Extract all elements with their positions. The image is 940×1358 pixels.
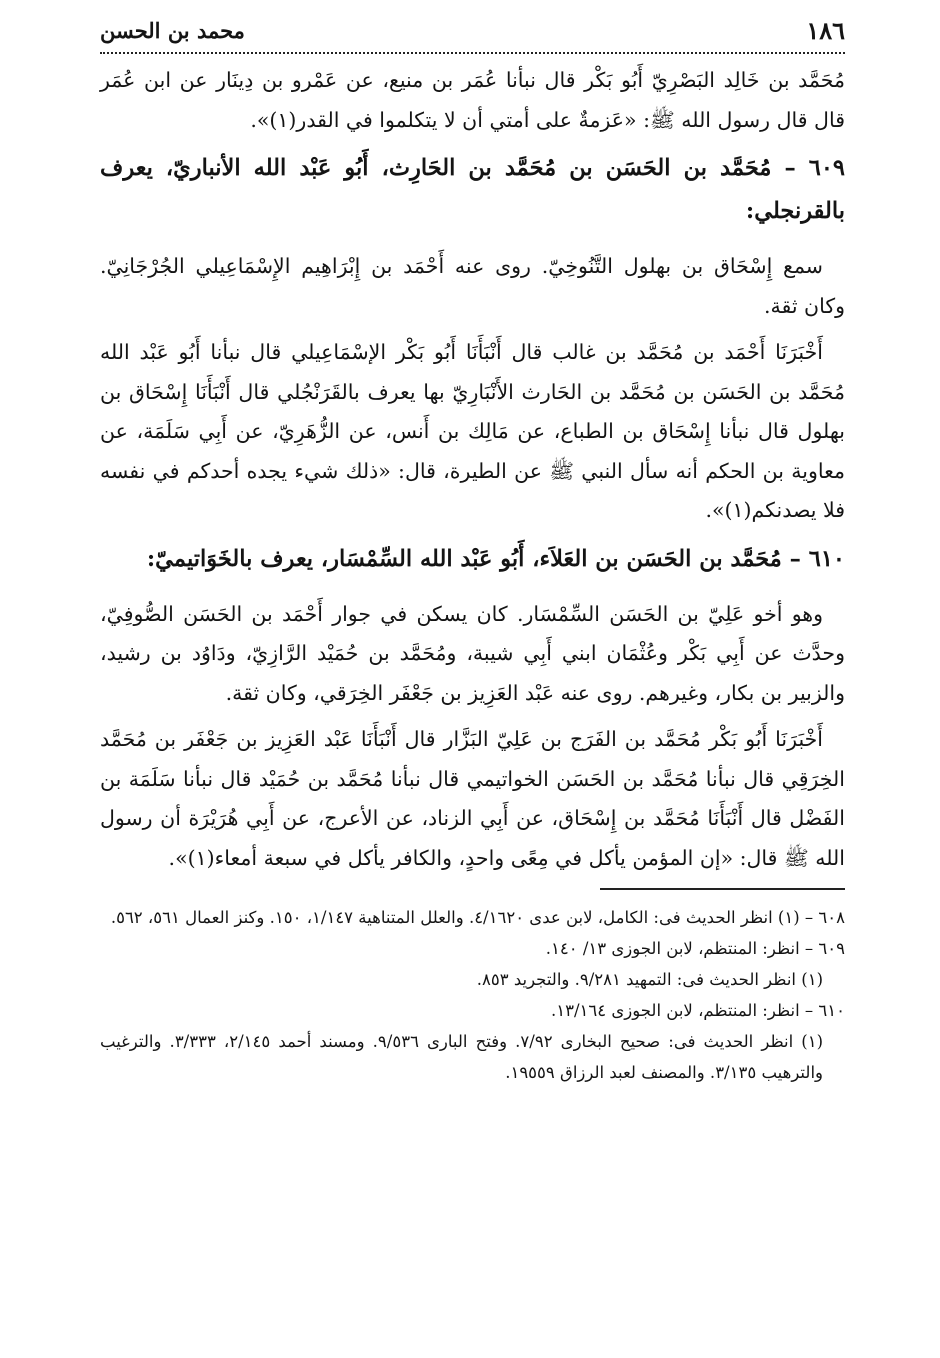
page-header xyxy=(100,16,845,54)
book-page xyxy=(100,16,845,1088)
page-number: ١٨٦ xyxy=(806,16,845,45)
entry-609-biography: سمع إِسْحَاق بن بهلول التَّنُوخِيّ. روى عنه أَحْمَد بن إِبْرَاهِيم الإِسْمَاعِيلي الجُرْجَانِيّ. وكان ثقة. xyxy=(100,254,845,318)
footnote-609-source: ٦٠٩ – انظر: المنتظم، لابن الجوزى ١٣/ ١٤٠. xyxy=(545,939,845,958)
footnote-609-hadith: (١) انظر الحديث فى: التمهيد ٩/٢٨١. والتجريد ٨٥٣. xyxy=(476,970,823,989)
entry-609-isnad: أَخْبَرَنَا أَحْمَد بن مُحَمَّد بن غالب قال أَنْبَأَنَا أَبُو بَكْر الإسْمَاعِيلي قال نبأنا أَبُو عَبْد الله مُحَمَّد بن الحَسَن بن مُحَمَّد بن الحَارث الأَنْبَارِيّ بها يعرف بالقَرَنْجُلي قال أَنْبَأَنَا إِسْحَاق بن بهلول قال نبأنا إِسْحَاق بن الطباع، عن مَالِك بن أَنس، عن الزُّهَرِيّ، عن أَبِي سَلَمَة، عن معاوية بن الحكم أنه سأل النبي ﷺ عن الطيرة، قال: «ذلك شيء يجده أحدكم في نفسه فلا يصدنكم(١)». xyxy=(100,340,845,522)
running-title: محمد بن الحسن xyxy=(100,18,245,43)
footnote-608: ٦٠٨ – (١) انظر الحديث فى: الكامل، لابن عدى ٤/١٦٢٠. والعلل المتناهية ١/١٤٧، ١٥٠. وكنز العمال ٥٦١، ٥٦٢. xyxy=(110,908,845,927)
footnote-610-source: ٦١٠ – انظر: المنتظم، لابن الجوزى ١٣/١٦٤. xyxy=(551,1001,845,1020)
footnote-separator xyxy=(600,888,845,890)
footnote-610-hadith: (١) انظر الحديث فى: صحيح البخارى ٧/٩٢. وفتح البارى ٩/٥٣٦. ومسند أحمد ٢/١٤٥، ٣/٣٣٣. والترغيب والترهيب ٣/١٣٥. والمصنف لعبد الرزاق ١٩٥٥٩. xyxy=(100,1032,824,1082)
entry-609-heading: ٦٠٩ – مُحَمَّد بن الحَسَن بن مُحَمَّد بن الحَارِث، أَبُو عَبْد الله الأنباريّ، يعرف بالقرنجلي: xyxy=(100,155,845,224)
entry-610-isnad: أَخْبَرَنَا أَبُو بَكْر مُحَمَّد بن الفَرَج بن عَلِيّ البَزَّار قال أَنْبَأَنَا عَبْد العَزِيز بن جَعْفَر بن مُحَمَّد الخِرَقِي قال نبأنا مُحَمَّد بن الحَسَن الخواتيمي قال نبأنا مُحَمَّد بن حُمَيْد قال نبأنا سَلَمَة بن الفَضْل قال أَنْبَأَنَا مُحَمَّد بن إِسْحَاق، عن أَبِي الزناد، عن الأعرج، عن أَبِي هُرَيْرَة أن رسول الله ﷺ قال: «إن المؤمن يأكل في مِعًى واحدٍ، والكافر يأكل في سبعة أمعاء(١)». xyxy=(100,727,845,870)
footnotes xyxy=(100,902,845,1088)
entry-610-heading: ٦١٠ – مُحَمَّد بن الحَسَن بن العَلاَء، أَبُو عَبْد الله السِّمْسَار، يعرف بالخَوَاتيميّ: xyxy=(146,545,845,572)
entry-610-biography: وهو أخو عَلِيّ بن الحَسَن السِّمْسَار. كان يسكن في جوار أَحْمَد بن الحَسَن الصُّوفِيّ، وحدَّث عن أَبِي بَكْر وعُثْمَان ابني أَبِي شيبة، ومُحَمَّد بن حُمَيْد الرَّازِيّ، ودَاوُد بن رشيد، والزبير بن بكار، وغيرهم. روى عنه عَبْد العَزِيز بن جَعْفَر الخِرَقي، وكان ثقة. xyxy=(100,601,845,705)
paragraph-608-continuation: مُحَمَّد بن خَالِد البَصْرِيّ أَبُو بَكْر قال نبأنا عُمَر بن منيع، عن عَمْرو بن دِينَار عن ابن عُمَر قال قال رسول الله ﷺ: «عَزمةٌ على أمتي أن لا يتكلموا في القدر(١)». xyxy=(100,68,845,132)
